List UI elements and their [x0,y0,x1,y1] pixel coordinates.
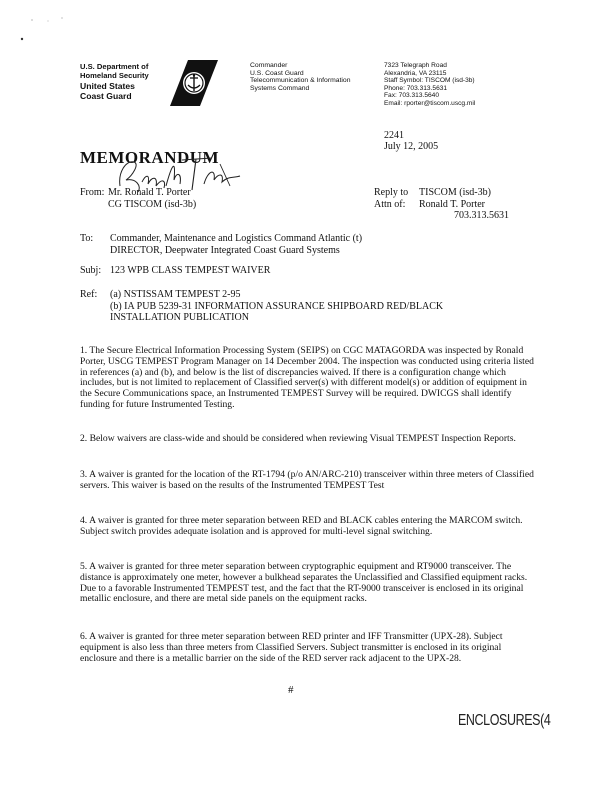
from-label: From: [80,187,105,198]
ssic-code: 2241 [384,130,404,141]
ref-label: Ref: [80,289,98,300]
attn-phone: 703.313.5631 [454,210,509,221]
to-line-1: Commander, Maintenance and Logistics Command Atlantic (t) [110,233,363,244]
scan-specks [0,0,80,45]
attn-label: Attn of: [374,198,406,210]
command-line-4: Systems Command [250,84,310,92]
to-label: To: [80,233,94,244]
enclosures-note: ENCLOSURES(4 [458,712,551,729]
references-block [80,289,443,324]
memo-title: MEMORANDUM [80,148,220,167]
from-org: CG TISCOM (isd-3b) [108,198,197,210]
subject-line [80,265,270,277]
command-line-3: Telecommunication & Information [250,77,351,85]
paragraph-5: 5. A waiver is granted for three meter separation between cryptographic equipment and RT9000 transceiver. The distance is approximately one meter, however a bulkhead separates the Unclassified and Classified equipment racks. Due to a favorable Instrumented TEMPEST test, and the fact that the RT-9000 transceiver is enclosed in its original metallic enclosure, and there are metal side panels on the equipment racks. [80,561,528,605]
command-block [250,62,351,92]
paragraph-1: 1. The Secure Electrical Information Processing System (SEIPS) on CGC MATAGORDA was inspected by Ronald Porter, USCG TEMPEST Program Manager on 14 December 2004. The inspection was conducted using criteria listed in references (a) and (b), and below is the list of discrepancies waived. If there is a configuration change which includes, but is not limited to replacement of Classified server(s) with different model(s) or addition of equipment in the Secure Communications space, an Instrumented TEMPEST Survey will be required. DWICGS shall identify funding for future Instrumented Testing. [80,345,534,410]
reply-label: Reply to [374,187,409,198]
address-line-2: Alexandria, VA 23115 [384,69,447,77]
reply-block [374,187,509,222]
ref-a: (a) NSTISSAM TEMPEST 2-95 [110,289,241,300]
address-line-3: Staff Symbol: TISCOM (isd-3b) [384,77,475,85]
agency-line-1: U.S. Department of [80,62,149,71]
end-mark: # [288,684,294,696]
paragraph-4: 4. A waiver is granted for three meter separation between RED and BLACK cables entering the MARCOM switch. Subject switch provides adequate isolation and is approved for multi-level signal switching. [80,515,523,537]
reply-value: TISCOM (isd-3b) [419,187,491,198]
attn-name: Ronald T. Porter [419,198,486,210]
from-name: Mr. Ronald T. Porter [108,187,191,198]
subj-value: 123 WPB CLASS TEMPEST WAIVER [110,265,271,276]
address-block [384,62,475,108]
agency-block [80,62,149,101]
from-block [80,187,196,210]
address-line-6: Email: rporter@tiscom.uscg.mil [384,99,476,107]
ssic-date-block [384,130,438,152]
to-block [80,233,362,256]
paragraph-6: 6. A waiver is granted for three meter separation between RED printer and IFF Transmitter (UPX-28). Subject equipment is also less than three meters from Classified Servers. Subject transmitter is enclosed in its original enclosure and there is a metallic barrier on the side of the RED server rack adjacent to the UPX-28. [80,631,503,664]
paragraph-3: 3. A waiver is granted for the location of the RT-1794 (p/o AN/ARC-210) transceiver within three meters of Classified servers. This waiver is based on the results of the Instrumented TEMPEST Test [80,469,534,491]
coast-guard-emblem [170,60,218,106]
agency-line-2: Homeland Security [80,71,149,80]
ref-b-continued: INSTALLATION PUBLICATION [110,312,249,323]
agency-sub-line-2: Coast Guard [80,90,132,101]
to-line-2: DIRECTOR, Deepwater Integrated Coast Guard Systems [110,244,340,256]
ref-b: (b) IA PUB 5239-31 INFORMATION ASSURANCE SHIPBOARD RED/BLACK [110,300,444,312]
memo-date: July 12, 2005 [384,141,439,152]
address-line-4: Phone: 703.313.5631 [384,84,448,92]
command-line-2: U.S. Coast Guard [250,69,304,77]
paragraph-2: 2. Below waivers are class-wide and should be considered when reviewing Visual TEMPEST Inspection Reports. [80,433,516,444]
address-line-1: 7323 Telegraph Road [384,62,447,69]
address-line-5: Fax: 703.313.5640 [384,92,439,100]
command-line-1: Commander [250,62,288,69]
agency-sub-line-1: United States [80,81,135,91]
subj-label: Subj: [80,265,102,276]
